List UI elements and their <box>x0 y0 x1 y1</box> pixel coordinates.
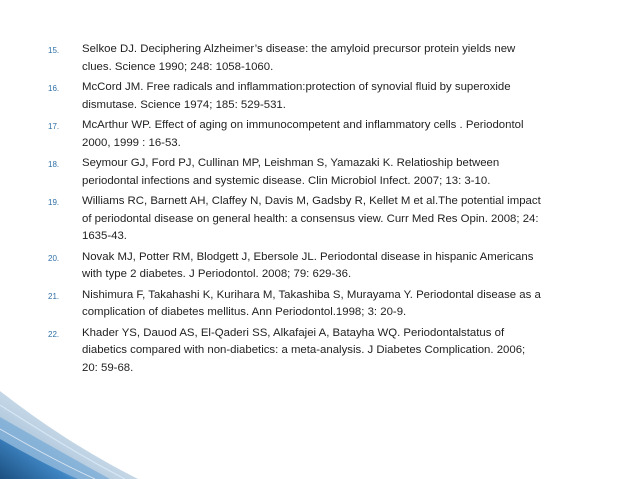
reference-list <box>48 41 608 377</box>
reference-number: 22. <box>48 329 60 339</box>
reference-text: Selkoe DJ. Deciphering Alzheimer’s disease: the amyloid precursor protein yields new clues. Science 1990; 248: 1058-1060. <box>82 43 516 73</box>
reference-item <box>48 287 608 322</box>
reference-item <box>48 117 608 152</box>
reference-text: McCord JM. Free radicals and inflammation:protection of synovial fluid by superoxide dismutase. Science 1974; 185: 529-531. <box>82 81 511 111</box>
reference-item <box>48 155 608 190</box>
reference-text: McArthur WP. Effect of aging on immunocompetent and inflammatory cells . Periodontol 2000, 1999 : 16-53. <box>82 119 524 149</box>
reference-number: 19. <box>48 198 60 207</box>
reference-text: Novak MJ, Potter RM, Blodgett J, Ebersole JL. Periodontal disease in hispanic Americans with type 2 diabetes. J Periodontol. 2008; 79: 629-36. <box>82 250 534 280</box>
reference-number: 17. <box>48 122 60 131</box>
reference-item <box>48 41 608 76</box>
reference-item <box>48 249 608 284</box>
reference-text: Williams RC, Barnett AH, Claffey N, Davis M, Gadsby R, Kellet M et al.The potential impact of periodontal disease on general health: a consensus view. Curr Med Res Opin. 2008; 24: 1635-43. <box>82 195 541 242</box>
reference-item <box>48 79 608 114</box>
reference-text: Khader YS, Dauod AS, El-Qaderi SS, Alkafajei A, Batayha WQ. Periodontalstatus of diabetics compared with non-diabetics: a meta-analysis. J Diabetes Complication. 2006; 20: 59-68. <box>82 326 526 374</box>
reference-number: 15. <box>48 46 60 55</box>
reference-number: 18. <box>48 160 60 169</box>
reference-number: 20. <box>48 253 60 263</box>
reference-text: Nishimura F, Takahashi K, Kurihara M, Takashiba S, Murayama Y. Periodontal disease as a complication of diabetes mellitus. Ann Periodontol.1998; 3: 20-9. <box>82 288 541 318</box>
reference-item <box>48 193 608 246</box>
corner-wave-decoration <box>0 369 140 479</box>
reference-text: Seymour GJ, Ford PJ, Cullinan MP, Leishman S, Yamazaki K. Relatioship between periodontal infections and systemic disease. Clin Microbiol Infect. 2007; 13: 3-10. <box>82 157 500 187</box>
reference-number: 16. <box>48 84 60 93</box>
reference-number: 21. <box>48 291 60 301</box>
